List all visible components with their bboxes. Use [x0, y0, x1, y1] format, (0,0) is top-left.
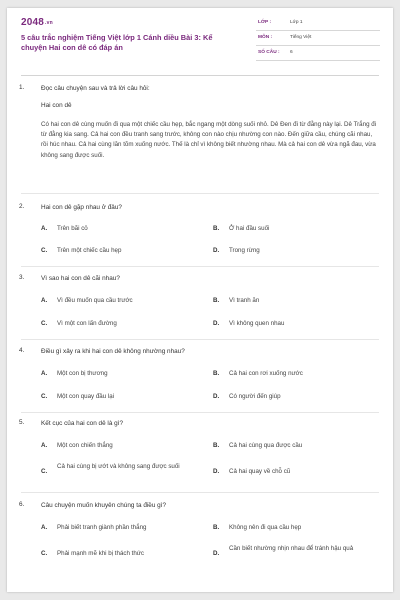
question-divider	[21, 339, 379, 340]
option-letter: A.	[41, 442, 48, 449]
option-text: Cần biết nhường nhịn nhau để tránh hậu quả	[229, 545, 354, 552]
option-text: Trong rừng	[229, 247, 260, 254]
header-divider	[21, 75, 379, 76]
option-text: Vì tranh ăn	[229, 297, 260, 304]
option-text: Trên một chiếc cầu hẹp	[57, 247, 122, 254]
option-letter: D.	[213, 247, 220, 254]
meta-value: 6	[290, 50, 293, 55]
option-text: Trên bãi cỏ	[57, 225, 88, 232]
logo-main: 2048	[21, 17, 45, 28]
question-text: Câu chuyện muốn khuyên chúng ta điều gì?	[41, 502, 167, 509]
question-text: Vì sao hai con dê cãi nhau?	[41, 275, 120, 282]
option-text: Phải biết tranh giành phần thắng	[57, 524, 147, 531]
question-number: 5.	[19, 419, 25, 426]
meta-label: SỐ CÂU :	[258, 50, 280, 55]
option-letter: A.	[41, 370, 48, 377]
meta-row-grade	[256, 17, 380, 31]
option-letter: B.	[213, 442, 220, 449]
question-divider	[21, 412, 379, 413]
passage-title: Hai con dê	[41, 102, 72, 109]
option-letter: D.	[213, 393, 220, 400]
meta-value: Lớp 1	[290, 20, 303, 25]
meta-value: Tiếng Việt	[290, 35, 312, 40]
option-text: Phải mạnh mẽ khi bị thách thức	[57, 550, 145, 557]
question-text: Hai con dê gặp nhau ở đâu?	[41, 204, 122, 211]
worksheet-header	[7, 8, 393, 74]
option-letter: D.	[213, 550, 220, 557]
option-letter: A.	[41, 225, 48, 232]
option-text: Cả hai con rơi xuống nước	[229, 370, 303, 377]
option-letter: A.	[41, 297, 48, 304]
question-number: 1.	[19, 84, 25, 91]
option-text: Vì đều muốn qua cầu trước	[57, 297, 133, 304]
site-logo[interactable]	[21, 17, 53, 28]
meta-row-count	[256, 47, 380, 61]
question-number: 4.	[19, 347, 25, 354]
option-letter: C.	[41, 468, 48, 475]
worksheet-page	[7, 8, 393, 592]
question-number: 3.	[19, 274, 25, 281]
question-text: Điều gì xảy ra khi hai con dê không nhường nhau?	[41, 348, 185, 355]
passage-text: Có hai con dê cùng muốn đi qua một chiếc cầu hẹp, bắc ngang một dòng suối nhỏ. Dê Đen đi từ đằng này lại. Dê Trắng đi từ đằng kia sang. Cả hai con đều tranh sang trước, không con nào chịu nhường con nào. Đến giữa cầu, chúng cãi nhau, rồi húc nhau. Cả hai cùng lăn tõm xuống nước. Thế là chỉ vì không biết nhường nhau. Mà cả hai con dê vừa ngã đau, vừa không sang được suối.	[41, 121, 377, 159]
question-divider	[21, 266, 379, 267]
option-text: Có người đến giúp	[229, 393, 281, 400]
option-text: Vì một con lấn đường	[57, 320, 117, 327]
option-letter: C.	[41, 320, 48, 327]
option-letter: D.	[213, 468, 220, 475]
option-letter: B.	[213, 370, 220, 377]
option-letter: C.	[41, 247, 48, 254]
option-text: Một con chiến thắng	[57, 442, 113, 449]
question-number: 6.	[19, 501, 25, 508]
option-text: Cả hai cùng qua được cầu	[229, 442, 303, 449]
meta-label: LỚP :	[258, 20, 272, 25]
option-text: Vì không quen nhau	[229, 320, 285, 327]
option-text: Một con bị thương	[57, 370, 108, 377]
option-text: Cả hai cùng bị ướt và không sang được suối	[57, 463, 180, 470]
question-text: Đọc câu chuyện sau và trả lời câu hỏi:	[41, 85, 150, 92]
question-number: 2.	[19, 203, 25, 210]
logo-suffix: .vn	[45, 20, 53, 26]
option-text: Không nên đi qua cầu hẹp	[229, 524, 302, 531]
option-text: Cả hai quay về chỗ cũ	[229, 468, 291, 475]
option-text: Một con quay đầu lại	[57, 393, 115, 400]
meta-label: MÔN :	[258, 35, 273, 40]
question-divider	[21, 492, 379, 493]
option-letter: B.	[213, 524, 220, 531]
meta-row-subject	[256, 32, 380, 46]
question-divider	[21, 193, 379, 194]
option-letter: A.	[41, 524, 48, 531]
worksheet-meta	[256, 17, 380, 62]
worksheet-title: 5 câu trắc nghiệm Tiếng Việt lớp 1 Cánh diều Bài 3: Kể chuyện Hai con dê có đáp án	[21, 33, 213, 52]
option-letter: C.	[41, 393, 48, 400]
option-letter: C.	[41, 550, 48, 557]
question-text: Kết cục của hai con dê là gì?	[41, 420, 124, 427]
option-letter: B.	[213, 297, 220, 304]
option-text: Ở hai đầu suối	[229, 225, 270, 232]
option-letter: D.	[213, 320, 220, 327]
option-letter: B.	[213, 225, 220, 232]
